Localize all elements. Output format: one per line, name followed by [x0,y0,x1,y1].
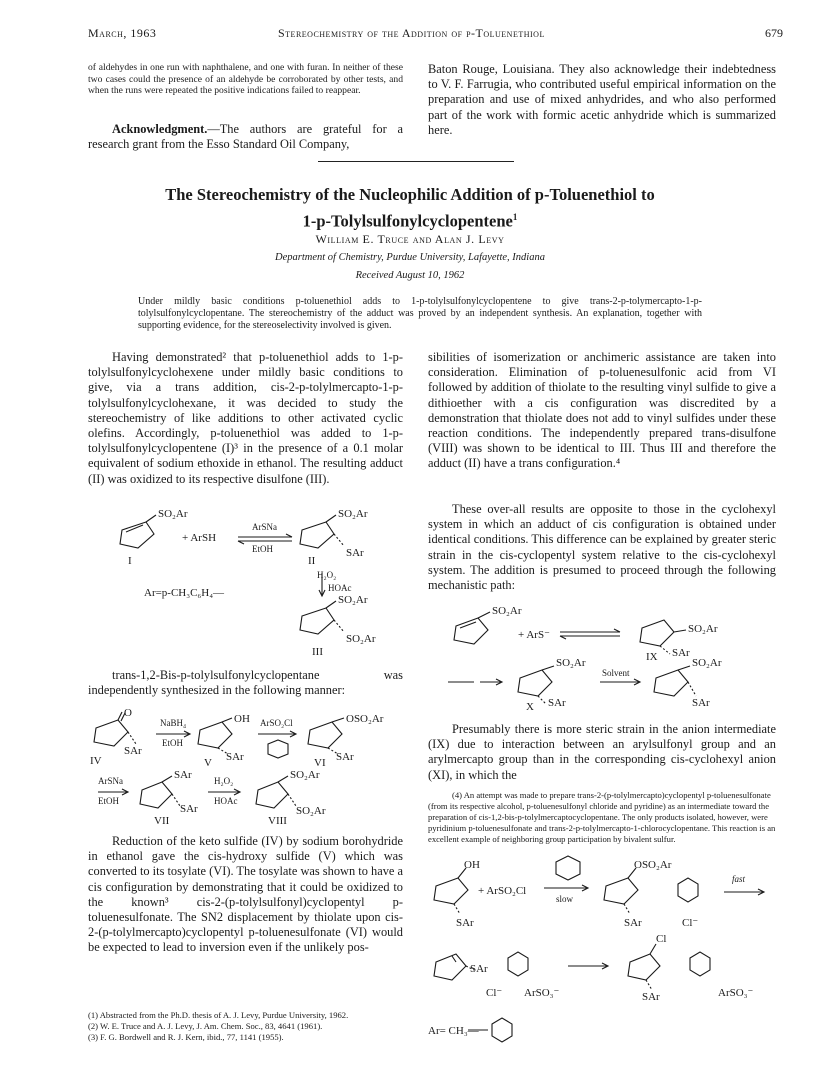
acknowledgment-text: —The authors are grateful for a research grant from the Esso Standard Oil Company, [88,122,403,152]
scheme2-r4-top: H₂O₂ [214,776,234,786]
left-column-para1 [88,350,403,487]
scheme3-ars-anion: + ArS⁻ [518,629,550,641]
scheme4-fast: fast [732,874,746,884]
compound-label-VIII: VIII [268,815,287,827]
scheme-addition-drawing [112,508,402,658]
scheme2-r3-top: ArSNa [98,776,123,786]
scheme4-arso2cl: + ArSO₂Cl [478,885,527,897]
previous-article-right-text: Baton Rouge, Louisiana. They also acknowledge their indebtedness to V. F. Farrugia, who contributed useful empirical information on the preparation and use of mixed anhydrides, and who also performed part of the work with formic acetic anhydride which is summarized here. [428,62,776,137]
scheme-mechanism-drawing [430,606,775,711]
scheme4-arso3-2: ArSO₃⁻ [718,987,754,999]
scheme-mechanism [430,606,775,716]
scheme1-so2ar-3: SO₂Ar [338,594,368,606]
scheme4-arso3-1: ArSO₃⁻ [524,987,560,999]
scheme1-so2ar-1: SO₂Ar [158,508,188,520]
scheme4-cl-minus-2: Cl⁻ [486,987,503,999]
authors: William E. Truce and Alan J. Levy [315,232,505,246]
scheme3-so2ar-3: SO₂Ar [556,657,586,669]
scheme3-sar-3: SAr [548,697,566,709]
scheme1-so2ar-2: SO₂Ar [338,508,368,520]
footnote-3: (3) F. G. Bordwell and R. J. Kern, ibid., 77, 1141 (1955). [88,1032,284,1042]
scheme4-cl: Cl [656,933,667,945]
section-divider [318,161,514,162]
scheme2-r3-bottom: EtOH [98,796,119,806]
body-paragraph: sibilities of isomerization or anchimeric assistance are taken into consideration. Elimination of p-toluenesulfonic acid from VI followed by addition of thiolate to the resulting vinyl sulfide to give a dithioether with a cis configuration was discredited by a demonstration that thiolate does not add to vinyl sulfides under these reaction conditions. The independently prepared trans-disulfone (VIII) was shown to be identical to III. Thus III and therefore the adduct (II) have a trans configuration.⁴ [428,350,776,471]
scheme2-r1-bottom: EtOH [162,738,183,748]
header-running-title: Stereochemistry of the Addition of p-Toluenethiol [278,26,545,40]
scheme4-sar-3: SAr [470,963,488,975]
footnote-1: (1) Abstracted from the Ph.D. thesis of A. J. Levy, Purdue University, 1962. [88,1010,349,1020]
scheme3-solvent: Solvent [602,668,630,678]
received-date: Received August 10, 1962 [355,270,465,281]
previous-article-text: of aldehydes in one run with naphthalene, and one with furan. In neither of these two cases could the presence of an aldehyde be corroborated by other tests, and when the runs were repeated the positive indications failed to reappear. [88,62,403,97]
scheme3-so2ar-4: SO₂Ar [692,657,722,669]
scheme1-arsh: + ArSH [182,532,217,544]
scheme4-oh: OH [464,859,480,871]
scheme2-r2-top: ArSO₂Cl [260,718,293,728]
scheme2-oso2ar: OSO₂Ar [346,713,384,725]
scheme4-oso2ar: OSO₂Ar [634,859,672,871]
scheme2-sar-IV: SAr [124,745,142,757]
scheme2-sar-VI: SAr [336,751,354,763]
scheme-addition [112,508,402,663]
scheme1-sar-2: SAr [346,547,364,559]
scheme1-reagent-bottom: EtOH [252,544,273,554]
footnote-4-text: (4) An attempt was made to prepare trans-2-(p-tolylmercapto)cyclopentyl p-toluenesulfonate (from its respective alcohol, p-toluenesulfonyl chloride and pyridine) as an intermediate toward the preparation of cis-1,2-bis-p-tolylmercaptocyclopentane. The only products isolated, however, were pyridinium p-toluenesulfonate and trans-2-p-tolylmercapto-1-chlorocyclopentane. This reaction is an excellent example of neighboring group participation by bivalent sulfur. [428,790,776,844]
previous-article-tail [88,62,403,97]
scheme3-sar-4: SAr [692,697,710,709]
scheme4-slow: slow [556,894,574,904]
article-title-line2: 1-p-Tolylsulfonylcyclopentene [302,211,513,231]
scheme2-oh: OH [234,713,250,725]
scheme3-so2ar-2: SO₂Ar [688,623,718,635]
scheme4-aryl-definition: Ar= CH₃— [428,1025,479,1037]
acknowledgment [88,122,403,152]
body-paragraph: trans-1,2-Bis-p-tolylsulfonylcyclopentane was independently synthesized in the following manner: [88,668,403,698]
scheme2-sar-VII-2: SAr [180,803,198,815]
footnote-2: (2) W. E. Truce and A. J. Levy, J. Am. Chem. Soc., 83, 4641 (1961). [88,1021,323,1031]
body-paragraph: Having demonstrated² that p-toluenethiol adds to 1-p-tolylsulfonylcyclohexene under mildly basic conditions to give, via a trans addition, cis-2-p-tolylmercapto-1-p-tolylsulfonylcyclohexane, it was decided to study the stereochemistry of like additions to other activated cyclic olefins. Accordingly, p-toluenethiol was added to 1-p-tolylsulfonylcyclopentene (I)³ in the presence of a 0.1 molar equivalent of sodium ethoxide in ethanol. The resulting adduct (II) was oxidized to its respective disulfone (III). [88,350,403,486]
footnote-4 [428,790,776,845]
compound-label-X: X [526,701,534,711]
previous-article-right [428,62,776,138]
scheme1-reagent-top: ArSNa [252,522,277,532]
scheme4-sar-2: SAr [624,917,642,929]
compound-label-VII: VII [154,815,170,827]
article-title-line1: The Stereochemistry of the Nucleophilic Addition of p-Toluenethiol to [165,185,655,204]
scheme2-so2ar-VIII-2: SO₂Ar [296,805,326,817]
left-column-para3 [88,834,403,956]
body-paragraph: These over-all results are opposite to those in the cyclohexyl system in which an adduct of cis configuration is obtained under identical conditions. This difference can be explained by greater steric strain in the cis-cyclopentyl system relative to the cis-cyclohexyl system. The addition is presumed to proceed through the following mechanistic path: [428,502,776,593]
header-date: March, 1963 [88,26,157,40]
compound-label-IV: IV [90,755,102,767]
compound-label-II: II [308,555,316,567]
scheme2-sar-V: SAr [226,751,244,763]
scheme2-oxygen: O [124,708,132,719]
aryl-definition: Ar=p-CH₃C₆H₄— [144,587,225,599]
scheme3-sar-2: SAr [672,647,690,659]
right-column-para3 [428,722,776,783]
body-paragraph: Reduction of the keto sulfide (IV) by sodium borohydride in ethanol gave the cis-hydroxy sulfide (V) which was converted to its tosylate (VI). The tosylate was shown to have a cis configuration by demonstrating that it could be oxidized to the known³ cis-2-(p-tolylsulfonyl)cyclopentyl p-toluenesulfonate. The SN2 displacement by thiolate upon cis-2-(p-tolylmercapto)cyclopentyl p-toluenesulfonate (VI) would be expected to lead to inversion even if the unlikely pos- [88,834,403,955]
right-column-para2 [428,502,776,593]
scheme1-ox-top: H₂O₂ [317,570,337,580]
scheme4-sar-4: SAr [642,991,660,1003]
scheme4-cl-minus-1: Cl⁻ [682,917,699,929]
acknowledgment-label: Acknowledgment. [112,122,208,136]
running-header [88,26,783,46]
title-footnote-marker: 1 [512,212,518,222]
scheme-synthesis-drawing [88,708,408,828]
scheme1-so2ar-4: SO₂Ar [346,633,376,645]
abstract: Under mildly basic conditions p-toluenethiol adds to 1-p-tolylsulfonylcyclopentene to give trans-2-p-tolymercapto-1-p-tolylsulfonylcyclopentane. The stereochemistry of the adduct was proved by an independent synthesis. An explanation, together with supporting evidence, for the stereoselectivity involved is given. [138,296,702,332]
compound-label-III: III [312,646,323,658]
scheme2-r1-top: NaBH₄ [160,718,187,728]
scheme2-r4-bottom: HOAc [214,796,238,806]
footnotes-left [88,1010,403,1043]
header-page-number: 679 [765,26,783,40]
scheme4-sar-1: SAr [456,917,474,929]
scheme-synthesis [88,708,408,833]
scheme2-sar-VII-1: SAr [174,769,192,781]
scheme2-so2ar-VIII-1: SO₂Ar [290,769,320,781]
compound-label-V: V [204,757,212,769]
compound-label-VI: VI [314,757,326,769]
left-column-para2 [88,668,403,698]
right-column-para1 [428,350,776,472]
article-title [100,184,720,233]
compound-label-I: I [128,555,132,567]
compound-label-IX: IX [646,651,658,663]
affiliation: Department of Chemistry, Purdue University, Lafayette, Indiana [275,252,545,263]
scheme3-so2ar-1: SO₂Ar [492,606,522,617]
body-paragraph: Presumably there is more steric strain in the anion intermediate (IX) due to interaction between an arylsulfonyl group and an arylmercapto group than in the corresponding cis-cyclohexyl anion (XI), in which the [428,722,776,782]
scheme1-ox-bottom: HOAc [328,583,352,593]
scheme-neighboring-group-drawing [428,848,776,1058]
scheme-neighboring-group [428,848,776,1063]
